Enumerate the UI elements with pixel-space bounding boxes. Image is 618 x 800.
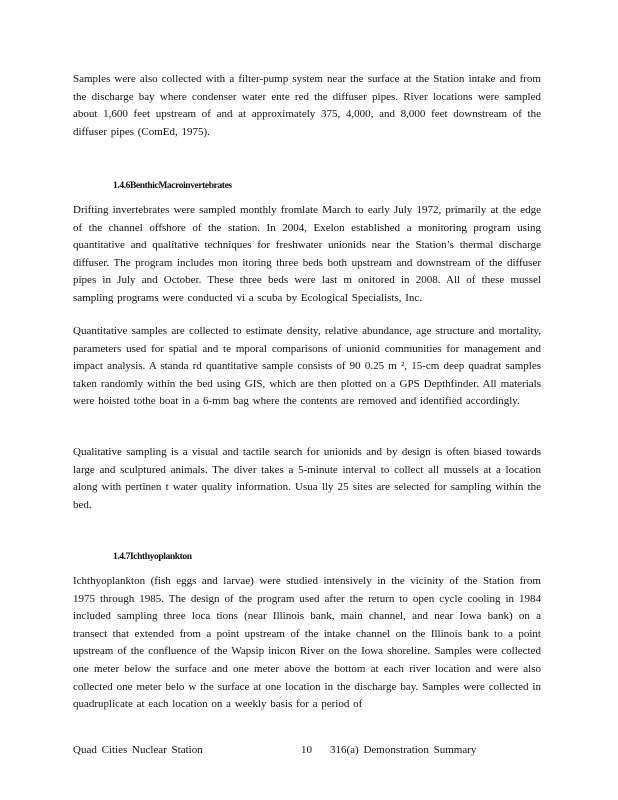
section-heading-ichthyoplankton: 1.4.7Ichthyoplankton bbox=[113, 552, 192, 562]
paragraph-drifting-invertebrates: Drifting invertebrates were sampled monthly fromlate March to early July 1972, primarily at the edge of the channel offshore of the station. In 2004, Exelon established a monitoring program using quantitative and qualitative techniques for freshwater unionids near the Station’s thermal discharge diffuser. The program includes mon itoring three beds both upstream and downstream of the diffuser pipes in July and October. These three beds were last m onitored in 2008. All of these mussel sampling programs were conducted vi a scuba by Ecological Specialists, Inc. bbox=[73, 204, 541, 304]
footer-page-number: 10 bbox=[301, 744, 312, 756]
footer-station-name: Quad Cities Nuclear Station bbox=[73, 744, 203, 756]
paragraph-qualitative-sampling: Qualitative sampling is a visual and tactile search for unionids and by design is often biased towards large and sculptured animals. The diver takes a 5-minute interval to collect all mussels at a location along with pertinen t water quality information. Usua lly 25 sites are selected for sampling within the bed. bbox=[73, 446, 541, 511]
paragraph-ichthyoplankton: Ichthyoplankton (fish eggs and larvae) were studied intensively in the vicinity of the Station from 1975 through 1985. The design of the program used after the return to open cycle cooling in 1984 included sampling three loca tions (near Illinois bank, main channel, and near Iowa bank) on a transect that extended from a point upstream of the intake channel on the Illinois bank to a point upstream of the confluence of the Wapsip inicon River on the Iowa shoreline. Samples were collected one meter below the surface and one meter above the bottom at each river location and were also collected one meter belo w the surface at one location in the discharge bay. Samples were collected in quadruplicate at each location on a weekly basis for a period of bbox=[73, 575, 541, 711]
footer-document-title: 316(a) Demonstration Summary bbox=[330, 744, 477, 756]
section-heading-benthic-macroinvertebrates: 1.4.6BenthicMacroinvertebrates bbox=[113, 181, 232, 191]
paragraph-quantitative-samples: Quantitative samples are collected to estimate density, relative abundance, age structure and mortality, parameters used for spatial and te mporal comparisons of unionid communities for management and impact analysis. A standa rd quantitative sample consists of 90 0.25 m ², 15-cm deep quadrat samples taken randomly within the bed using GIS, which are then plotted on a GPS Depthfinder. All materials were hoisted tothe boat in a 6-mm bag where the contents are removed and identified accordingly. bbox=[73, 325, 541, 408]
paragraph-sampling-filter-pump: Samples were also collected with a filter-pump system near the surface at the Station intake and from the discharge bay where condenser water ente red the diffuser pipes. River locations were sampled about 1,600 feet upstream of and at approximately 375, 4,000, and 8,000 feet downstream of the diffuser pipes (ComEd, 1975). bbox=[73, 73, 541, 138]
